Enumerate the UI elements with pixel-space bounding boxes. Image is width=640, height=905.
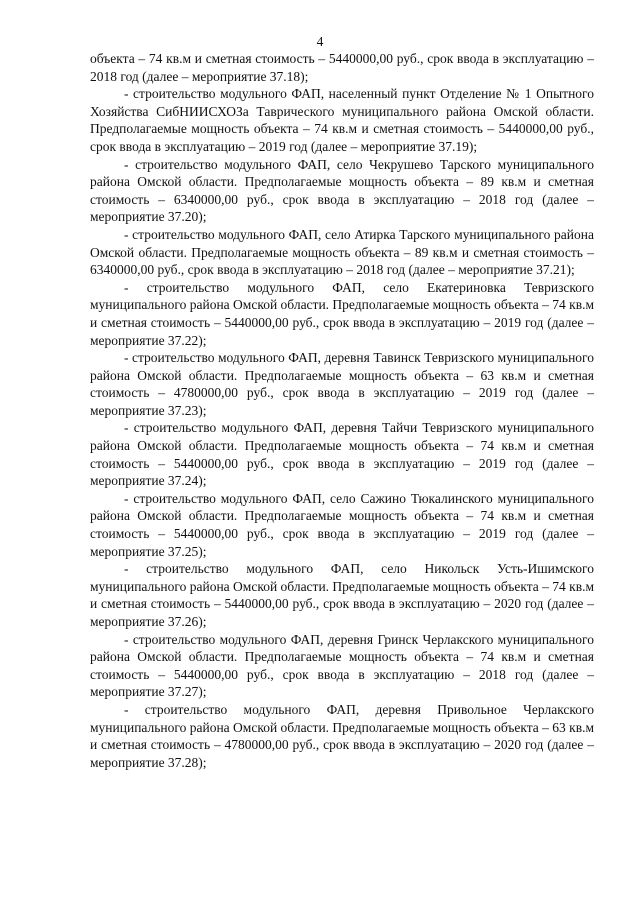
list-item-37-20: - строительство модульного ФАП, село Чекрушево Тарского муниципального района Омской области. Предполагаемые мощность объекта – 89 кв.м и сметная стоимость – 6340000,00 руб., срок ввода в эксплуатацию – 2018 год (далее – мероприятие 37.20);: [90, 156, 594, 225]
list-item-37-28: - строительство модульного ФАП, деревня Привольное Черлакского муниципального района Омской области. Предполагаемые мощность объекта – 63 кв.м и сметная стоимость – 4780000,00 руб., срок ввода в эксплуатацию – 2020 год (далее – мероприятие 37.28);: [90, 701, 594, 770]
paragraph-continuation-37-18: объекта – 74 кв.м и сметная стоимость – 5440000,00 руб., срок ввода в эксплуатацию – 2018 год (далее – мероприятие 37.18);: [90, 51, 594, 84]
document-body: [90, 50, 594, 771]
list-item-37-22: - строительство модульного ФАП, село Екатериновка Тевризского муниципального района Омской области. Предполагаемые мощность объекта – 74 кв.м и сметная стоимость – 5440000,00 руб., срок ввода в эксплуатацию – 2019 год (далее – мероприятие 37.22);: [90, 279, 594, 348]
list-item-37-26: - строительство модульного ФАП, село Никольск Усть-Ишимского муниципального района Омской области. Предполагаемые мощность объекта – 74 кв.м и сметная стоимость – 5440000,00 руб., срок ввода в эксплуатацию – 2020 год (далее – мероприятие 37.26);: [90, 561, 594, 629]
list-item-37-24: - строительство модульного ФАП, деревня Тайчи Тевризского муниципального района Омской области. Предполагаемые мощность объекта – 74 кв.м и сметная стоимость – 5440000,00 руб., срок ввода в эксплуатацию – 2019 год (далее – мероприятие 37.24);: [90, 420, 594, 489]
list-item-37-19: - строительство модульного ФАП, населенный пункт Отделение № 1 Опытного Хозяйства СибНИИСХОЗа Таврического муниципального района Омской области. Предполагаемые мощность объекта – 74 кв.м и сметная стоимость – 5440000,00 руб., срок ввода в эксплуатацию – 2019 год (далее – мероприятие 37.19);: [90, 86, 594, 154]
list-item-37-23: - строительство модульного ФАП, деревня Тавинск Тевризского муниципального района Омской области. Предполагаемые мощность объекта – 63 кв.м и сметная стоимость – 4780000,00 руб., срок ввода в эксплуатацию – 2019 год (далее – мероприятие 37.23);: [90, 350, 594, 418]
list-item-37-21: - строительство модульного ФАП, село Атирка Тарского муниципального района Омской области. Предполагаемые мощность объекта – 89 кв.м и сметная стоимость – 6340000,00 руб., срок ввода в эксплуатацию – 2018 год (далее – мероприятие 37.21);: [90, 226, 594, 278]
page-number: 4: [316, 34, 324, 49]
list-item-37-27: - строительство модульного ФАП, деревня Гринск Черлакского муниципального района Омской области. Предполагаемые мощность объекта – 74 кв.м и сметная стоимость – 5440000,00 руб., срок ввода в эксплуатацию – 2018 год (далее – мероприятие 37.27);: [90, 631, 594, 700]
list-item-37-25: - строительство модульного ФАП, село Сажино Тюкалинского муниципального района Омской области. Предполагаемые мощность объекта – 74 кв.м и сметная стоимость – 5440000,00 руб., срок ввода в эксплуатацию – 2019 год (далее – мероприятие 37.25);: [90, 490, 594, 559]
